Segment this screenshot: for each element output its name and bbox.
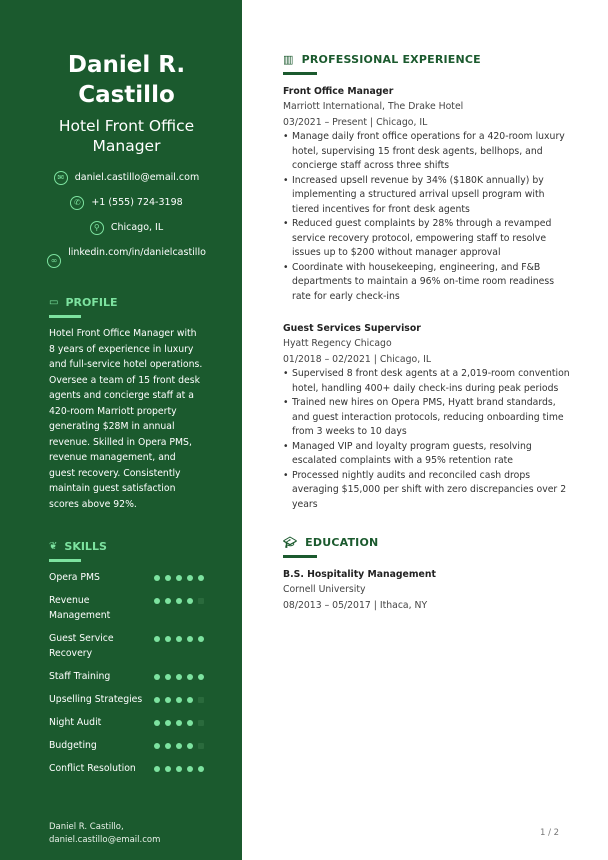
rating-dot [154,575,160,581]
contact-text[interactable]: linkedin.com/in/danielcastillo [68,247,206,258]
bullet: • Manage daily front office operations for a 420-room luxury hotel, supervising 15 front desk agents, bellhops, and concierge staff across three shifts [283,130,573,174]
skill-item [49,692,204,707]
skill-item [49,593,204,623]
rating-dot [176,674,182,680]
rating-dot [176,743,182,749]
profile-heading-label: PROFILE [65,296,118,309]
degree: B.S. Hospitality Management [283,569,436,580]
email-icon: ✉ [54,171,68,185]
rating-dot [187,575,193,581]
rating-dot [176,766,182,772]
skills-heading [49,540,204,553]
education-heading-label: EDUCATION [305,536,379,549]
skill-label: Upselling Strategies [49,694,143,705]
rating-dot [154,674,160,680]
phone-icon: ✆ [70,196,84,210]
rating-dot [165,720,171,726]
skill-rating [154,715,204,730]
rating-dot [176,697,182,703]
rating-dot [198,743,204,749]
location-icon: ⚲ [90,221,104,235]
bullet: • Trained new hires on Opera PMS, Hyatt brand standards, and guest interaction protocols, reducing onboarding time from 3 weeks to 10 days [283,396,573,440]
skill-label: Budgeting [49,740,97,751]
candidate-name: Daniel R. Castillo [67,52,186,108]
skill-item [49,761,204,776]
rating-dot [198,720,204,726]
rating-dot [165,674,171,680]
rating-dot [176,575,182,581]
rating-dot [165,766,171,772]
contact-item[interactable] [37,195,216,211]
skill-label: Night Audit [49,717,102,728]
skill-item [49,631,204,661]
contact-text[interactable]: daniel.castillo@email.com [74,172,200,183]
rating-dot [154,743,160,749]
rating-dot [165,636,171,642]
rating-dot [154,598,160,604]
id-card-icon: ▭ [49,297,59,308]
main-content [283,0,573,613]
rating-dot [198,697,204,703]
skill-item [49,669,204,684]
job-entry [283,322,573,512]
experience-heading-label: PROFESSIONAL EXPERIENCE [301,53,481,66]
skill-rating [154,631,204,661]
rating-dot [198,766,204,772]
rating-dot [165,743,171,749]
job-title: Front Office Manager [283,86,394,97]
divider [49,559,81,562]
contact-item[interactable] [37,170,216,186]
bullet: • Reduced guest complaints by 28% through a revamped service recovery protocol, empowering staff to resolve issues up to $200 without manager approval [283,217,573,261]
rating-dot [165,697,171,703]
bullet: • Processed nightly audits and reconciled cash drops averaging $15,000 per shift with zero discrepancies over 2 years [283,469,573,513]
skill-label: Opera PMS [49,572,100,583]
rating-dot [187,598,193,604]
skill-rating [154,738,204,753]
skill-item [49,738,204,753]
rating-dot [154,697,160,703]
job-dates: 01/2018 – 02/2021 | Chicago, IL [283,353,432,365]
sidebar [0,0,242,860]
company: Hyatt Regency Chicago [283,338,392,349]
rating-dot [165,598,171,604]
job-dates: 03/2021 – Present | Chicago, IL [283,116,428,128]
rating-dot [187,743,193,749]
bullet-list [283,367,573,512]
skill-label: Revenue Management [49,595,111,621]
rating-dot [176,636,182,642]
skills-list [49,570,204,776]
books-icon: ▥ [283,53,294,66]
graduation-cap-icon: 🎓︎ [283,536,298,549]
contact-text[interactable]: Chicago, IL [110,222,164,233]
skill-rating [154,669,204,684]
skill-label: Conflict Resolution [49,763,136,774]
job-entry [283,85,573,304]
rating-dot [187,674,193,680]
company: Marriott International, The Drake Hotel [283,101,464,112]
experience-heading [283,53,573,66]
bullet: • Supervised 8 front desk agents at a 2,019-room convention hotel, handling 400+ daily check-ins during peak periods [283,367,573,396]
contact-item[interactable] [37,220,216,236]
rating-dot [187,697,193,703]
contact-item[interactable] [37,245,216,268]
bullet: • Increased upsell revenue by 34% ($180K annually) by implementing a structured arrival upsell program with tiered incentives for front desk agents [283,174,573,218]
footer [49,821,160,847]
bullet: • Coordinate with housekeeping, engineering, and F&B departments to maintain a 96% on-time room readiness rate for early check-ins [283,261,573,305]
contact-text[interactable]: +1 (555) 724-3198 [91,197,183,208]
rating-dot [187,636,193,642]
footer-email: daniel.castillo@email.com [49,835,161,845]
rating-dot [176,598,182,604]
footer-name: Daniel R. Castillo, [49,822,124,832]
education-heading [283,536,573,549]
rating-dot [154,766,160,772]
skill-rating [154,692,204,707]
skills-heading-label: SKILLS [64,540,107,553]
profile-heading [49,296,204,309]
skill-rating [154,593,204,623]
divider [283,555,317,558]
divider [283,72,317,75]
skill-item [49,570,204,585]
education-dates: 08/2013 – 05/2017 | Ithaca, NY [283,599,428,611]
candidate-title: Hotel Front Office Manager [58,117,195,155]
skill-label: Guest Service Recovery [49,633,114,659]
divider [49,315,81,318]
skill-item [49,715,204,730]
sprout-icon: ❦ [49,541,58,552]
job-title: Guest Services Supervisor [283,323,421,334]
rating-dot [198,598,204,604]
skill-label: Staff Training [49,671,111,682]
skill-rating [154,761,204,776]
school: Cornell University [283,584,366,595]
bullet: • Managed VIP and loyalty program guests, resolving escalated complaints with a 95% retention rate [283,440,573,469]
skill-rating [154,570,204,585]
rating-dot [154,720,160,726]
profile-text: Hotel Front Office Manager with 8 years of experience in luxury and full-service hotel operations. Oversee a team of 15 front desk agents and concierge staff at a 420-room Marriott property generating $28M in annual revenue. Skilled in Opera PMS, revenue management, and guest recovery. Consistently maintain guest satisfaction scores above 92%. [49,328,203,510]
bullet-list [283,130,573,304]
rating-dot [198,674,204,680]
contact-list [49,170,204,268]
education-entry [283,568,573,613]
rating-dot [198,575,204,581]
rating-dot [154,636,160,642]
rating-dot [165,575,171,581]
rating-dot [198,636,204,642]
page-number: 1 / 2 [540,828,560,838]
rating-dot [176,720,182,726]
rating-dot [187,766,193,772]
job-list [283,85,573,512]
rating-dot [187,720,193,726]
link-icon: ∞ [47,254,61,268]
